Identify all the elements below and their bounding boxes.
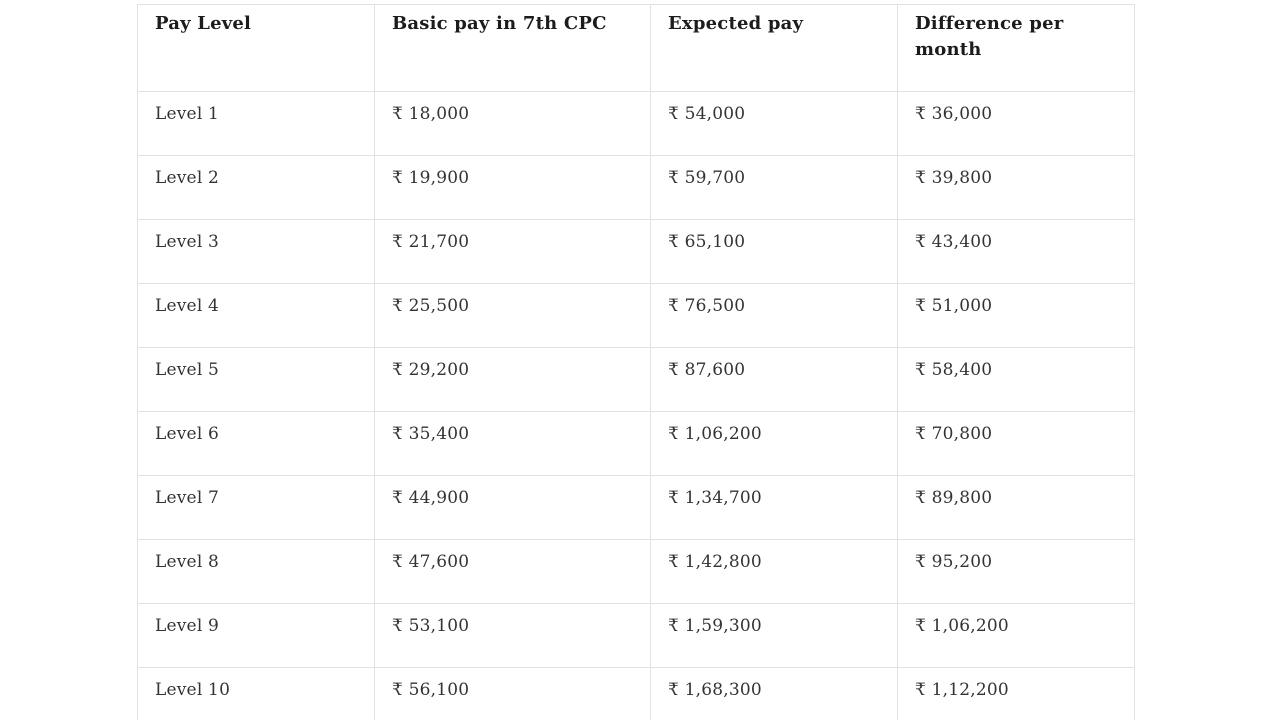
cell-level: Level 8 xyxy=(138,540,375,604)
table-row xyxy=(138,348,1135,412)
cell-basic-pay: ₹ 35,400 xyxy=(375,412,651,476)
table-row xyxy=(138,220,1135,284)
pay-comparison-table xyxy=(137,4,1135,720)
cell-expected-pay: ₹ 1,59,300 xyxy=(651,604,898,668)
table-row xyxy=(138,92,1135,156)
cell-difference: ₹ 1,06,200 xyxy=(898,604,1135,668)
header-difference xyxy=(898,5,1135,92)
cell-level: Level 2 xyxy=(138,156,375,220)
cell-difference: ₹ 1,12,200 xyxy=(898,668,1135,720)
cell-difference: ₹ 89,800 xyxy=(898,476,1135,540)
table-row xyxy=(138,156,1135,220)
cell-expected-pay: ₹ 1,34,700 xyxy=(651,476,898,540)
cell-basic-pay: ₹ 21,700 xyxy=(375,220,651,284)
cell-expected-pay: ₹ 59,700 xyxy=(651,156,898,220)
cell-difference: ₹ 58,400 xyxy=(898,348,1135,412)
header-pay-level-label: Pay Level xyxy=(155,13,252,34)
table-row xyxy=(138,668,1135,720)
cell-expected-pay: ₹ 76,500 xyxy=(651,284,898,348)
cell-difference: ₹ 36,000 xyxy=(898,92,1135,156)
cell-basic-pay: ₹ 18,000 xyxy=(375,92,651,156)
header-expected-pay xyxy=(651,5,898,92)
cell-level: Level 4 xyxy=(138,284,375,348)
cell-basic-pay: ₹ 19,900 xyxy=(375,156,651,220)
header-basic-pay xyxy=(375,5,651,92)
header-difference-label: Difference per month xyxy=(915,13,1064,60)
cell-expected-pay: ₹ 54,000 xyxy=(651,92,898,156)
cell-expected-pay: ₹ 1,68,300 xyxy=(651,668,898,720)
cell-difference: ₹ 39,800 xyxy=(898,156,1135,220)
cell-basic-pay: ₹ 25,500 xyxy=(375,284,651,348)
cell-level: Level 10 xyxy=(138,668,375,720)
table-row xyxy=(138,604,1135,668)
header-row xyxy=(138,5,1135,92)
cell-level: Level 9 xyxy=(138,604,375,668)
table-row xyxy=(138,284,1135,348)
table-row xyxy=(138,540,1135,604)
cell-basic-pay: ₹ 29,200 xyxy=(375,348,651,412)
cell-basic-pay: ₹ 44,900 xyxy=(375,476,651,540)
cell-difference: ₹ 43,400 xyxy=(898,220,1135,284)
cell-basic-pay: ₹ 53,100 xyxy=(375,604,651,668)
cell-difference: ₹ 51,000 xyxy=(898,284,1135,348)
cell-level: Level 3 xyxy=(138,220,375,284)
cell-difference: ₹ 70,800 xyxy=(898,412,1135,476)
table-row xyxy=(138,412,1135,476)
cell-level: Level 6 xyxy=(138,412,375,476)
cell-basic-pay: ₹ 47,600 xyxy=(375,540,651,604)
cell-difference: ₹ 95,200 xyxy=(898,540,1135,604)
cell-level: Level 5 xyxy=(138,348,375,412)
table-row xyxy=(138,476,1135,540)
cell-expected-pay: ₹ 1,42,800 xyxy=(651,540,898,604)
pay-table-container xyxy=(137,4,1134,720)
header-basic-pay-label: Basic pay in 7th CPC xyxy=(392,13,607,34)
header-expected-pay-label: Expected pay xyxy=(668,13,804,34)
cell-level: Level 1 xyxy=(138,92,375,156)
cell-expected-pay: ₹ 1,06,200 xyxy=(651,412,898,476)
cell-basic-pay: ₹ 56,100 xyxy=(375,668,651,720)
cell-expected-pay: ₹ 87,600 xyxy=(651,348,898,412)
cell-level: Level 7 xyxy=(138,476,375,540)
cell-expected-pay: ₹ 65,100 xyxy=(651,220,898,284)
header-pay-level xyxy=(138,5,375,92)
